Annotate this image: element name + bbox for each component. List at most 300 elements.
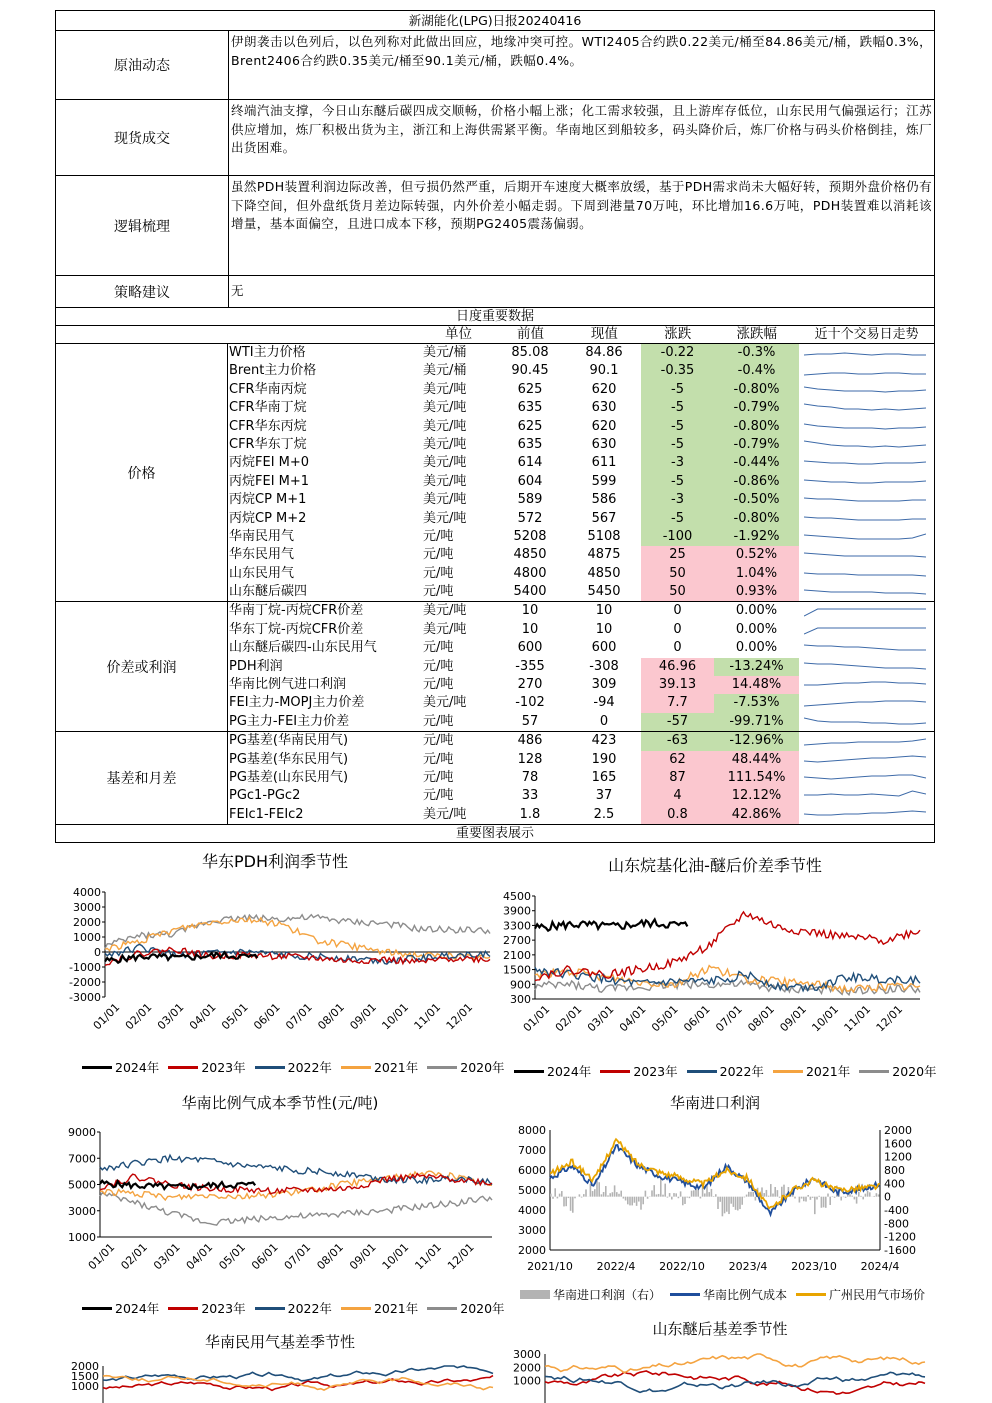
table-row [228,454,934,472]
import-profit-bar [816,1197,818,1200]
legend-item [427,1058,504,1076]
import-profit-bar [878,1194,880,1196]
import-profit-bar [671,1197,673,1200]
legend-swatch [520,1290,550,1299]
import-profit-bar [554,1188,556,1196]
table-row [228,713,934,731]
daily-header-row [56,326,934,344]
import-profit-bar [867,1191,869,1197]
row-pct: -99.71% [714,713,799,731]
import-profit-bar [717,1197,719,1209]
import-profit-bar [594,1189,596,1197]
legend-label: 广州民用气市场价 [829,1288,926,1302]
row-cur: -308 [589,658,619,674]
x-tick-label: 10/01 [379,1000,412,1033]
row-name: 华东民用气 [229,547,295,563]
y-tick-label: 1000 [68,1231,96,1244]
import-profit-bar [774,1187,776,1197]
import-profit-bar [777,1190,779,1197]
chart-title: 华南民用气基差季节性 [204,1333,355,1351]
row-unit: 元/吨 [423,713,454,729]
row-name: 山东醚后碳四 [229,584,308,600]
table-row [228,806,934,824]
legend-swatch [255,1066,285,1069]
row-prev: 1.8 [519,806,541,822]
row-chg: 0 [673,603,682,619]
x-tick-label: 10/01 [379,1240,412,1273]
row-chg: 0.8 [641,806,714,824]
y-tick-label: 2700 [503,934,531,948]
row-name: 丙烷FEI M+1 [229,473,310,489]
col-chg: 涨跌 [664,326,692,342]
row-prev: 614 [517,455,543,471]
row-chg: -3 [641,454,714,472]
row-pct: -0.4% [714,362,799,380]
data-group [56,732,934,824]
group-label: 价格 [56,344,228,601]
row-name: 华南民用气 [229,528,295,544]
legend-label: 2023年 [201,1060,246,1075]
y2-tick-label: -1200 [884,1230,916,1244]
import-profit-bar [673,1193,675,1197]
sparkline [804,771,926,785]
row-pct: 0.93% [714,583,799,601]
row-name: PG基差(山东民用气) [229,769,349,785]
row-prev: -355 [515,658,545,674]
import-profit-bar [572,1197,574,1213]
row-chg: -100 [641,528,714,546]
x-tick-label: 01/01 [85,1240,118,1273]
import-profit-bar [658,1194,660,1197]
row-pct: -0.79% [714,436,799,454]
y-tick-label: 3000 [68,1204,96,1218]
import-profit-bar [634,1197,636,1203]
import-profit-bar [849,1194,851,1196]
sparkline [804,567,926,581]
table-row [228,658,934,676]
import-profit-bar [629,1197,631,1206]
import-profit-bar [750,1192,752,1197]
row-name: Brent主力价格 [229,363,317,379]
row-pct: -0.80% [714,510,799,528]
table-row [228,362,934,380]
row-cur: 5108 [587,528,621,544]
row-unit: 元/吨 [423,677,454,693]
row-cur: 90.1 [589,363,619,379]
row-chg: 25 [641,546,714,564]
x-tick-label: 01/01 [90,1000,123,1033]
row-name: 华南丁烷-丙烷CFR价差 [229,603,364,619]
import-profit-bar [656,1194,658,1196]
row-chg: 87 [641,769,714,787]
row-cur: 37 [595,788,613,804]
legend-item [82,1058,159,1076]
import-profit-bar [737,1197,739,1211]
row-pct: 0.00% [735,640,778,656]
sparkline [804,456,926,470]
sparkline-path [804,424,926,429]
import-profit-bar [829,1197,831,1205]
legend-swatch [670,1293,700,1296]
import-profit-bar [568,1197,570,1198]
daily-section-title: 日度重要数据 [56,308,934,326]
row-pct: -0.79% [714,399,799,417]
y-tick-label: 0 [94,946,101,959]
legend-label: 2023年 [633,1064,678,1079]
y-tick-label: 2000 [73,916,101,929]
table-row [228,418,934,436]
sparkline-path [804,775,926,779]
chart-title: 山东烷基化油-醚后价差季节性 [608,856,822,875]
sparkline-path [804,534,926,539]
info-text: 伊朗袭击以色列后，以色列称对此做出回应，地缘冲突可控。WTI2405合约跌0.22美元/桶至84.86美元/桶，跌幅0.3%，Brent2406合约跌0.35美元/桶至90.1美元/桶，跌幅0.4%。 [231,34,932,68]
row-chg: 50 [641,583,714,601]
row-pct: 1.04% [714,565,799,583]
import-profit-bar [612,1192,614,1196]
row-chg: 39.13 [641,676,714,694]
import-profit-bar [803,1197,805,1202]
row-chg: -5 [641,436,714,454]
legend-label: 2022年 [287,1060,332,1075]
import-profit-bar [680,1191,682,1196]
legend-label: 2024年 [115,1060,160,1075]
y-tick-label: 3000 [518,1224,546,1237]
import-profit-bar [598,1182,600,1196]
sparkline-path [804,517,926,520]
sparkline-path [804,387,926,392]
table-row [228,510,934,528]
x-tick-label: 09/01 [777,1002,809,1035]
legend-item [341,1058,418,1076]
import-profit-bar [645,1191,647,1197]
legend-swatch [514,1070,544,1073]
import-profit-bar [618,1194,620,1197]
row-name: 丙烷FEI M+0 [229,455,310,471]
sparkline [804,585,926,599]
sparkline-path [804,373,926,375]
row-name: 山东民用气 [229,565,295,581]
import-profit-bar [719,1197,721,1202]
row-cur: 2.5 [593,806,615,822]
row-prev: 270 [517,677,543,693]
import-profit-bar [605,1186,607,1197]
row-name: 华东丁烷-丙烷CFR价差 [229,621,364,637]
import-profit-bar [744,1197,746,1198]
x-tick-label: 11/01 [411,1000,444,1033]
y2-tick-label: -400 [884,1204,909,1217]
table-row [228,546,934,564]
import-profit-bar [678,1197,680,1199]
row-pct: -7.53% [714,694,799,712]
series-line [103,1376,493,1390]
table-row [228,583,934,601]
sparkline-path [804,811,926,815]
row-chg: -0.22 [641,344,714,362]
alkylate-spread-chart [495,884,935,1059]
row-chg: -5 [641,418,714,436]
import-profit-bar [812,1197,814,1198]
import-profit-bar [651,1190,653,1196]
x-tick-label: 12/01 [443,1000,476,1033]
row-pct: -13.24% [714,658,799,676]
y-tick-label: 3000 [513,1350,541,1361]
row-name: PG主力-FEI主力价差 [229,713,350,729]
row-pct: 42.86% [714,806,799,824]
row-chg: -5 [641,399,714,417]
row-pct: 0.00% [735,603,778,619]
y-tick-label: 4500 [503,890,531,903]
row-pct: 0.52% [714,546,799,564]
y-tick-label: 4000 [73,886,101,899]
import-profit-bar [825,1197,827,1208]
import-profit-bar [869,1192,871,1196]
row-pct: -0.86% [714,473,799,491]
y2-tick-label: 800 [884,1164,905,1177]
x-tick-label: 2021/10 [527,1260,573,1273]
y2-tick-label: -1600 [884,1244,916,1257]
y-tick-label: 2000 [71,1362,99,1373]
import-profit-bar [669,1193,671,1197]
series-line-2024年 [535,920,687,931]
sparkline-path [804,441,926,447]
sparkline [804,808,926,822]
legend-item [255,1299,332,1317]
legend-label: 2020年 [460,1060,505,1075]
row-chg: -5 [641,381,714,399]
row-cur: 165 [591,769,617,785]
import-profit-bar [768,1196,770,1197]
x-tick-label: 04/01 [186,1000,219,1033]
report-table [55,10,935,843]
row-cur: 423 [591,733,617,749]
row-pct: -0.50% [714,491,799,509]
row-name: CFR华东丙烷 [229,418,307,434]
import-profit-bar [614,1185,616,1196]
row-pct: 0.00% [735,621,778,637]
row-unit: 元/吨 [423,547,454,563]
chart-title: 华南比例气成本季节性(元/吨) [181,1094,379,1112]
row-prev: 57 [521,713,539,729]
chart-title: 华东PDH利润季节性 [201,852,348,871]
y2-tick-label: 2000 [884,1124,912,1137]
col-trend: 近十个交易日走势 [814,327,919,342]
chart-legend [82,1058,514,1076]
y-tick-label: 9000 [68,1126,96,1139]
chart-legend [82,1299,514,1317]
group-label: 基差和月差 [56,732,228,824]
table-row [228,602,934,620]
row-pct: 111.54% [714,769,799,787]
legend-item [514,1062,591,1080]
import-profit-bar [794,1197,796,1199]
x-tick-label: 05/01 [219,1000,251,1033]
import-profit-bar [662,1195,664,1197]
sparkline-path [804,718,926,724]
import-profit-bar [675,1193,677,1196]
row-cur: 190 [591,751,617,767]
data-group [56,602,934,732]
import-profit-bar [689,1197,691,1198]
row-name: WTI主力价格 [229,345,306,360]
legend-item [168,1299,245,1317]
sparkline-path [804,645,926,650]
row-unit: 元/吨 [423,733,454,749]
row-unit: 美元/吨 [423,695,467,711]
import-profit-bar [730,1197,732,1204]
row-unit: 元/吨 [423,658,454,674]
sparkline-path [804,498,926,501]
import-profit-bar [581,1197,583,1198]
legend-item [687,1062,764,1080]
import-profit-bar [559,1194,561,1197]
table-row [228,621,934,639]
sparkline-path [804,701,926,706]
legend-swatch [427,1066,457,1069]
y-tick-label: 900 [510,978,531,992]
series-line-2020年 [535,980,920,995]
row-chg: -5 [641,510,714,528]
import-profit-bar [807,1195,809,1197]
import-profit-bar [752,1192,754,1197]
import-profit-bar [851,1196,853,1197]
row-chg: 7.7 [641,694,714,712]
row-name: 丙烷CP M+2 [229,510,307,526]
row-name: PG基差(华东民用气) [229,751,349,767]
y-tick-label: 3300 [503,919,531,933]
row-cur: -94 [593,695,615,711]
legend-swatch [427,1307,457,1310]
y2-tick-label: 400 [884,1177,905,1191]
row-unit: 美元/吨 [423,806,467,822]
row-chg: 0 [673,621,682,637]
legend-swatch [341,1066,371,1069]
import-profit-bar [856,1197,858,1204]
row-cur: 620 [591,381,617,397]
col-pct: 涨跌幅 [736,326,777,342]
row-prev: 589 [517,492,543,508]
legend-label: 2020年 [892,1064,937,1079]
import-profit-bar [741,1197,743,1205]
y-tick-label: 1000 [513,1374,541,1388]
import-profit-bar [748,1192,750,1197]
data-group [56,344,934,602]
y-tick-label: 6000 [518,1164,546,1177]
row-unit: 美元/吨 [423,455,467,471]
legend-item [670,1286,787,1303]
x-tick-label: 06/01 [681,1002,713,1035]
sparkline [804,789,926,803]
row-name: PGc1-PGc2 [229,788,301,804]
row-chg: 46.96 [641,658,714,676]
series-line [103,1366,493,1381]
x-tick-label: 09/01 [347,1240,379,1273]
legend-label: 2022年 [287,1301,332,1316]
import-profit-bar [763,1193,765,1197]
info-label: 策略建议 [56,276,229,307]
import-profit-bar [642,1197,644,1205]
row-name: FEIc1-FEIc2 [229,806,304,822]
sparkline [804,383,926,397]
row-chg: -63 [641,732,714,750]
import-profit-bar [862,1197,864,1200]
row-pct: -0.80% [714,381,799,399]
sparkline [804,512,926,526]
lpg-cost-chart [55,1122,500,1297]
row-chg: -3 [641,491,714,509]
sparkline-path [804,739,926,745]
x-tick-label: 2023/4 [728,1260,768,1273]
import-profit-bar [638,1197,640,1202]
chart-legend [520,1286,934,1303]
import-profit-bar [607,1195,609,1196]
x-tick-label: 06/01 [249,1240,281,1273]
row-cur: 84.86 [585,345,623,360]
legend-swatch [168,1307,198,1310]
legend-swatch [796,1293,826,1296]
import-profit-bar [801,1197,803,1199]
sparkline [804,346,926,360]
row-unit: 美元/吨 [423,473,467,489]
legend-label: 2020年 [460,1301,505,1316]
row-unit: 美元/吨 [423,492,467,508]
legend-label: 2024年 [547,1064,592,1079]
row-name: 丙烷CP M+1 [229,492,307,508]
row-cur: 630 [591,436,617,452]
legend-swatch [600,1070,630,1073]
import-profit-bar [779,1197,781,1198]
import-profit-bar [746,1195,748,1197]
x-tick-label: 01/01 [520,1002,553,1035]
y-tick-label: 1500 [71,1370,99,1383]
x-tick-label: 05/01 [216,1240,248,1273]
legend-label: 2024年 [115,1301,160,1316]
legend-label: 2021年 [373,1301,419,1316]
sparkline [804,696,926,710]
import-profit-bar [603,1192,605,1197]
import-profit-bar [640,1197,642,1210]
table-row [228,381,934,399]
sparkline-path [804,480,926,483]
y-tick-label: 300 [510,993,531,1006]
import-profit-bar [563,1197,565,1207]
import-profit-bar [565,1197,567,1207]
row-name: CFR华东丁烷 [229,436,307,452]
sparkline [804,493,926,507]
row-prev: 78 [521,769,539,785]
group-label: 价差或利润 [56,602,228,731]
row-prev: 4800 [513,565,547,581]
import-profit-bar [722,1197,724,1217]
legend-label: 2021年 [805,1064,851,1079]
row-cur: 0 [599,713,609,729]
row-chg: 0 [673,640,682,656]
row-name: CFR华南丙烷 [229,381,307,397]
y-tick-label: 1000 [73,931,101,944]
row-cur: 600 [591,640,617,656]
sparkline [804,364,926,378]
y-tick-label: 1500 [503,963,531,977]
sparkline [804,475,926,489]
import-profit-bar [858,1192,860,1197]
import-profit-bar [550,1194,552,1197]
legend-item [168,1058,245,1076]
row-unit: 元/吨 [423,788,454,804]
import-profit-bar [627,1197,629,1205]
row-name: PDH利润 [229,658,283,674]
import-profit-bar [583,1194,585,1197]
x-tick-label: 2022/10 [659,1260,705,1273]
import-profit-chart [495,1120,935,1280]
